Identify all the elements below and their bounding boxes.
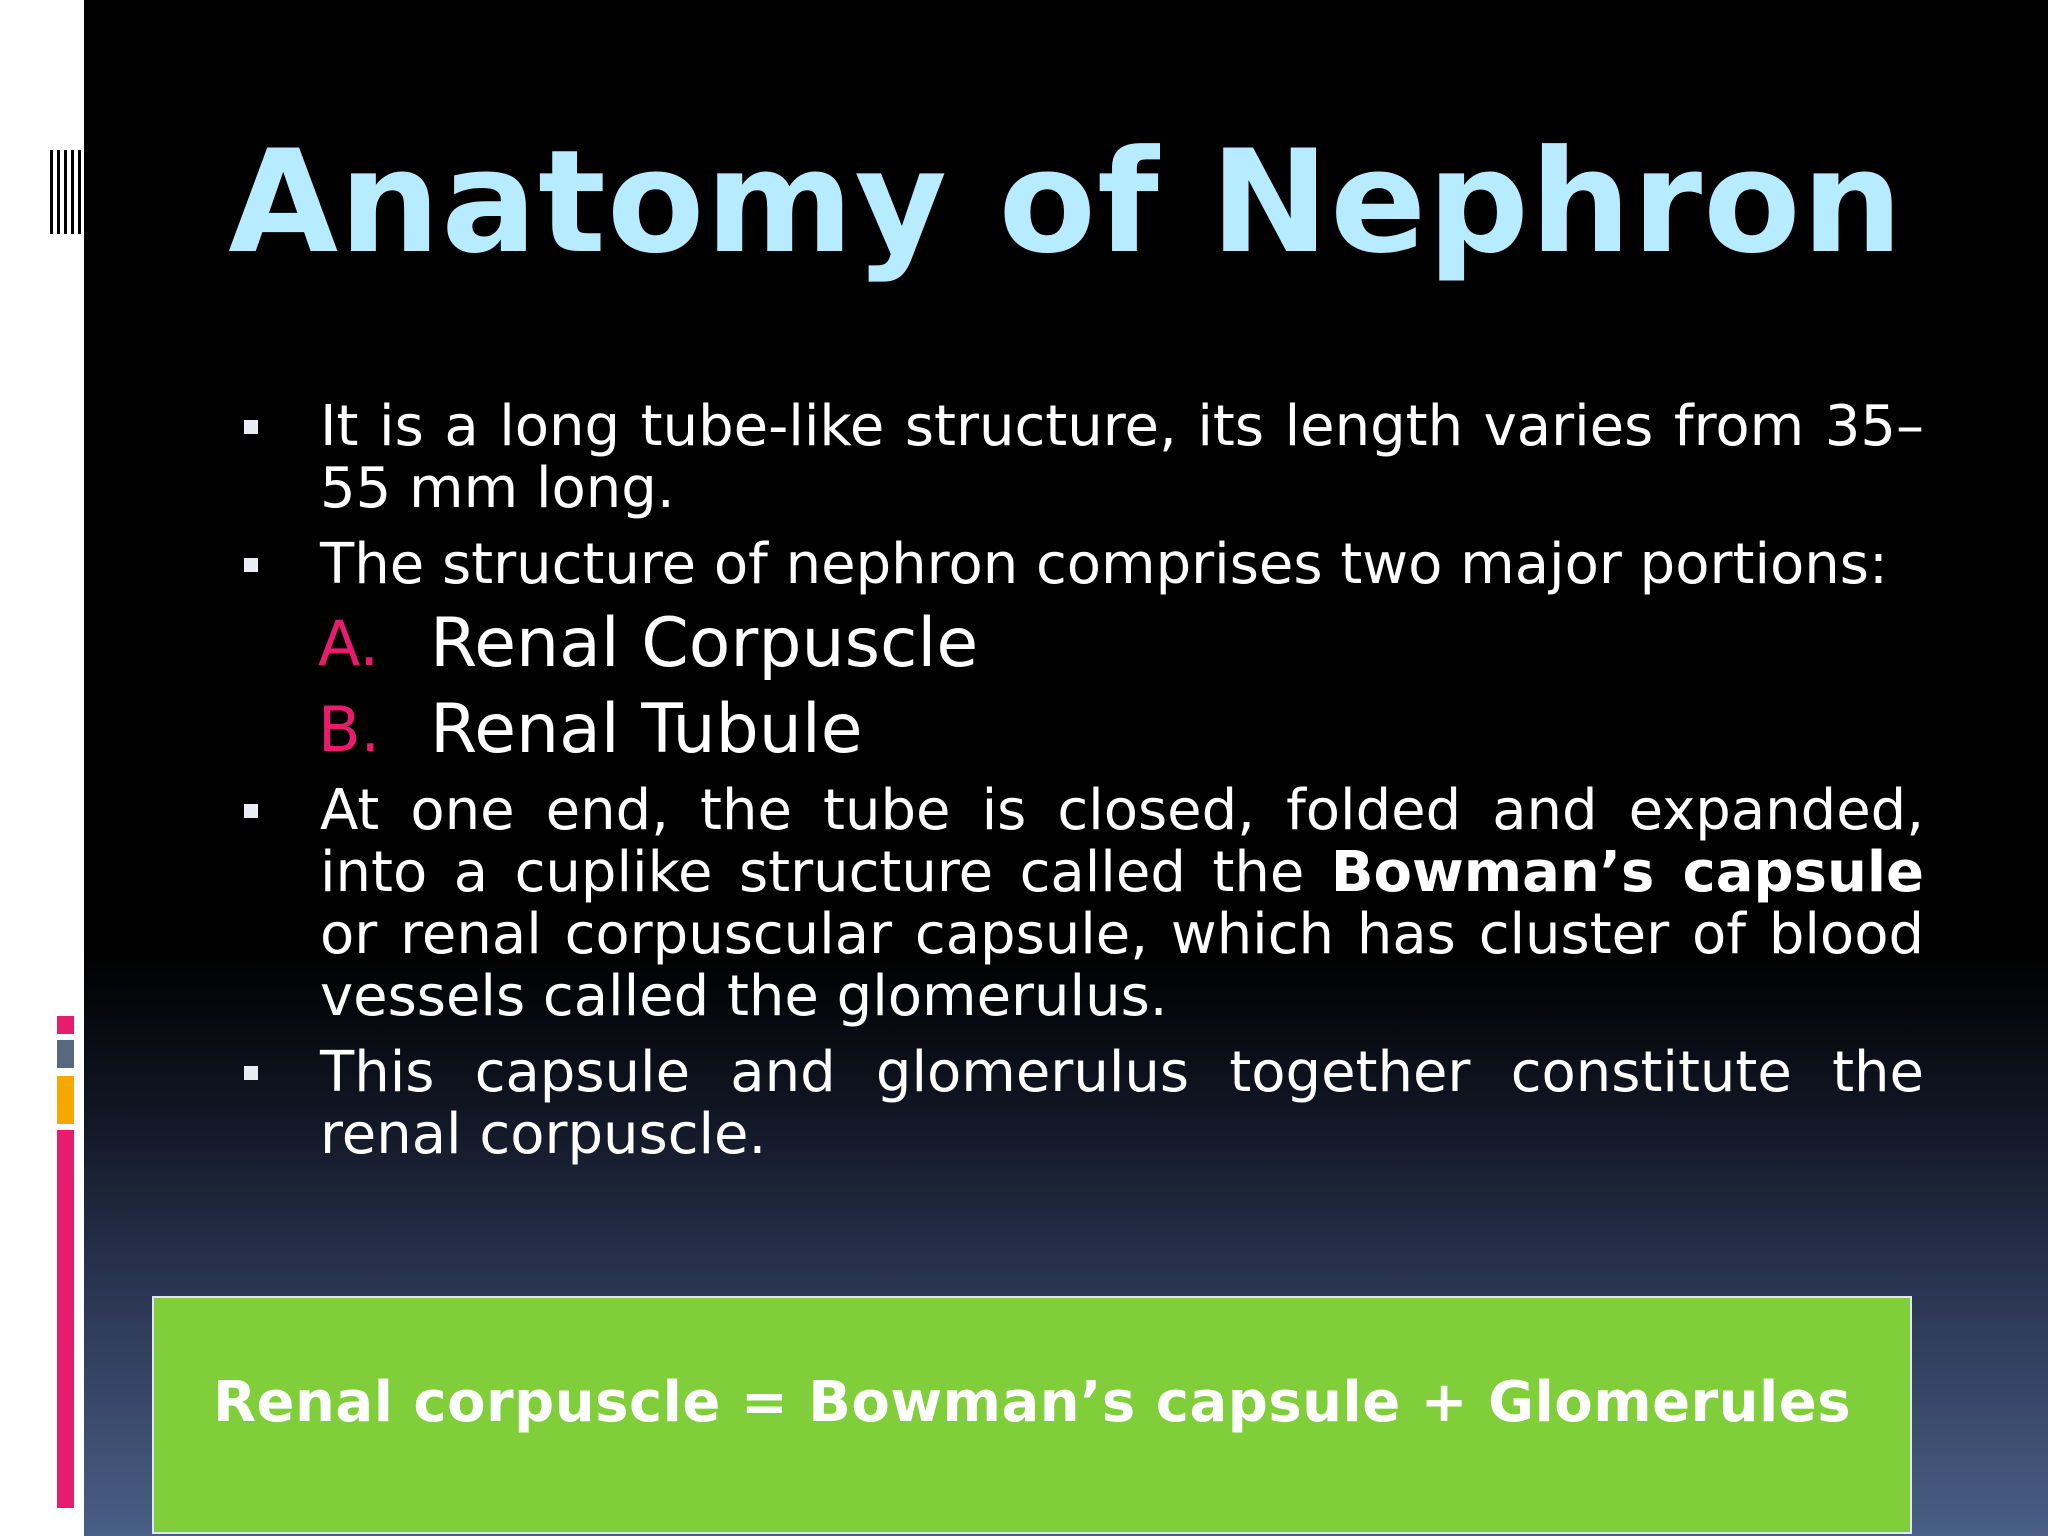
portion-letter: B. [318,693,381,766]
bullet-item [240,1042,1924,1166]
bullet-text: This capsule and glomerulus together constitute the renal corpuscle. [320,1040,1924,1167]
formula-text: Renal corpuscle = Bowman’s capsule + Glomerules [212,1370,1852,1435]
square-bullet-icon [244,804,258,818]
slide-title: Anatomy of Nephron [228,120,1904,285]
bullet-item [240,534,1924,596]
bullet-text: The structure of nephron comprises two major portions: [320,532,1888,597]
bullet-text-before: At one end, the tube is closed, folded and expanded, into a cuplike structure called the [320,778,1924,905]
bullet-text: It is a long tube-like structure, its length varies from 35–55 mm long. [320,394,1924,521]
portion-item [240,600,1924,688]
bullet-text-after: or renal corpuscular capsule, which has cluster of blood vessels called the glomerulus. [320,902,1924,1029]
accent-bar-pink-long [57,1130,74,1508]
portion-item [240,686,1924,774]
bullet-item [240,780,1924,1028]
slide-body [240,396,1924,1180]
square-bullet-icon [244,558,258,572]
portion-label: Renal Corpuscle [430,604,979,683]
square-bullet-icon [244,1066,258,1080]
accent-bar-gray [57,1040,74,1068]
formula-box [152,1296,1912,1534]
striped-decoration [50,150,82,234]
portion-label: Renal Tubule [430,690,863,769]
square-bullet-icon [244,420,258,434]
bowmans-capsule-term: Bowman’s capsule [1330,840,1924,905]
bullet-item [240,396,1924,520]
accent-bar-orange [57,1076,74,1124]
accent-bar-pink-small [57,1016,74,1034]
portion-letter: A. [318,607,380,680]
